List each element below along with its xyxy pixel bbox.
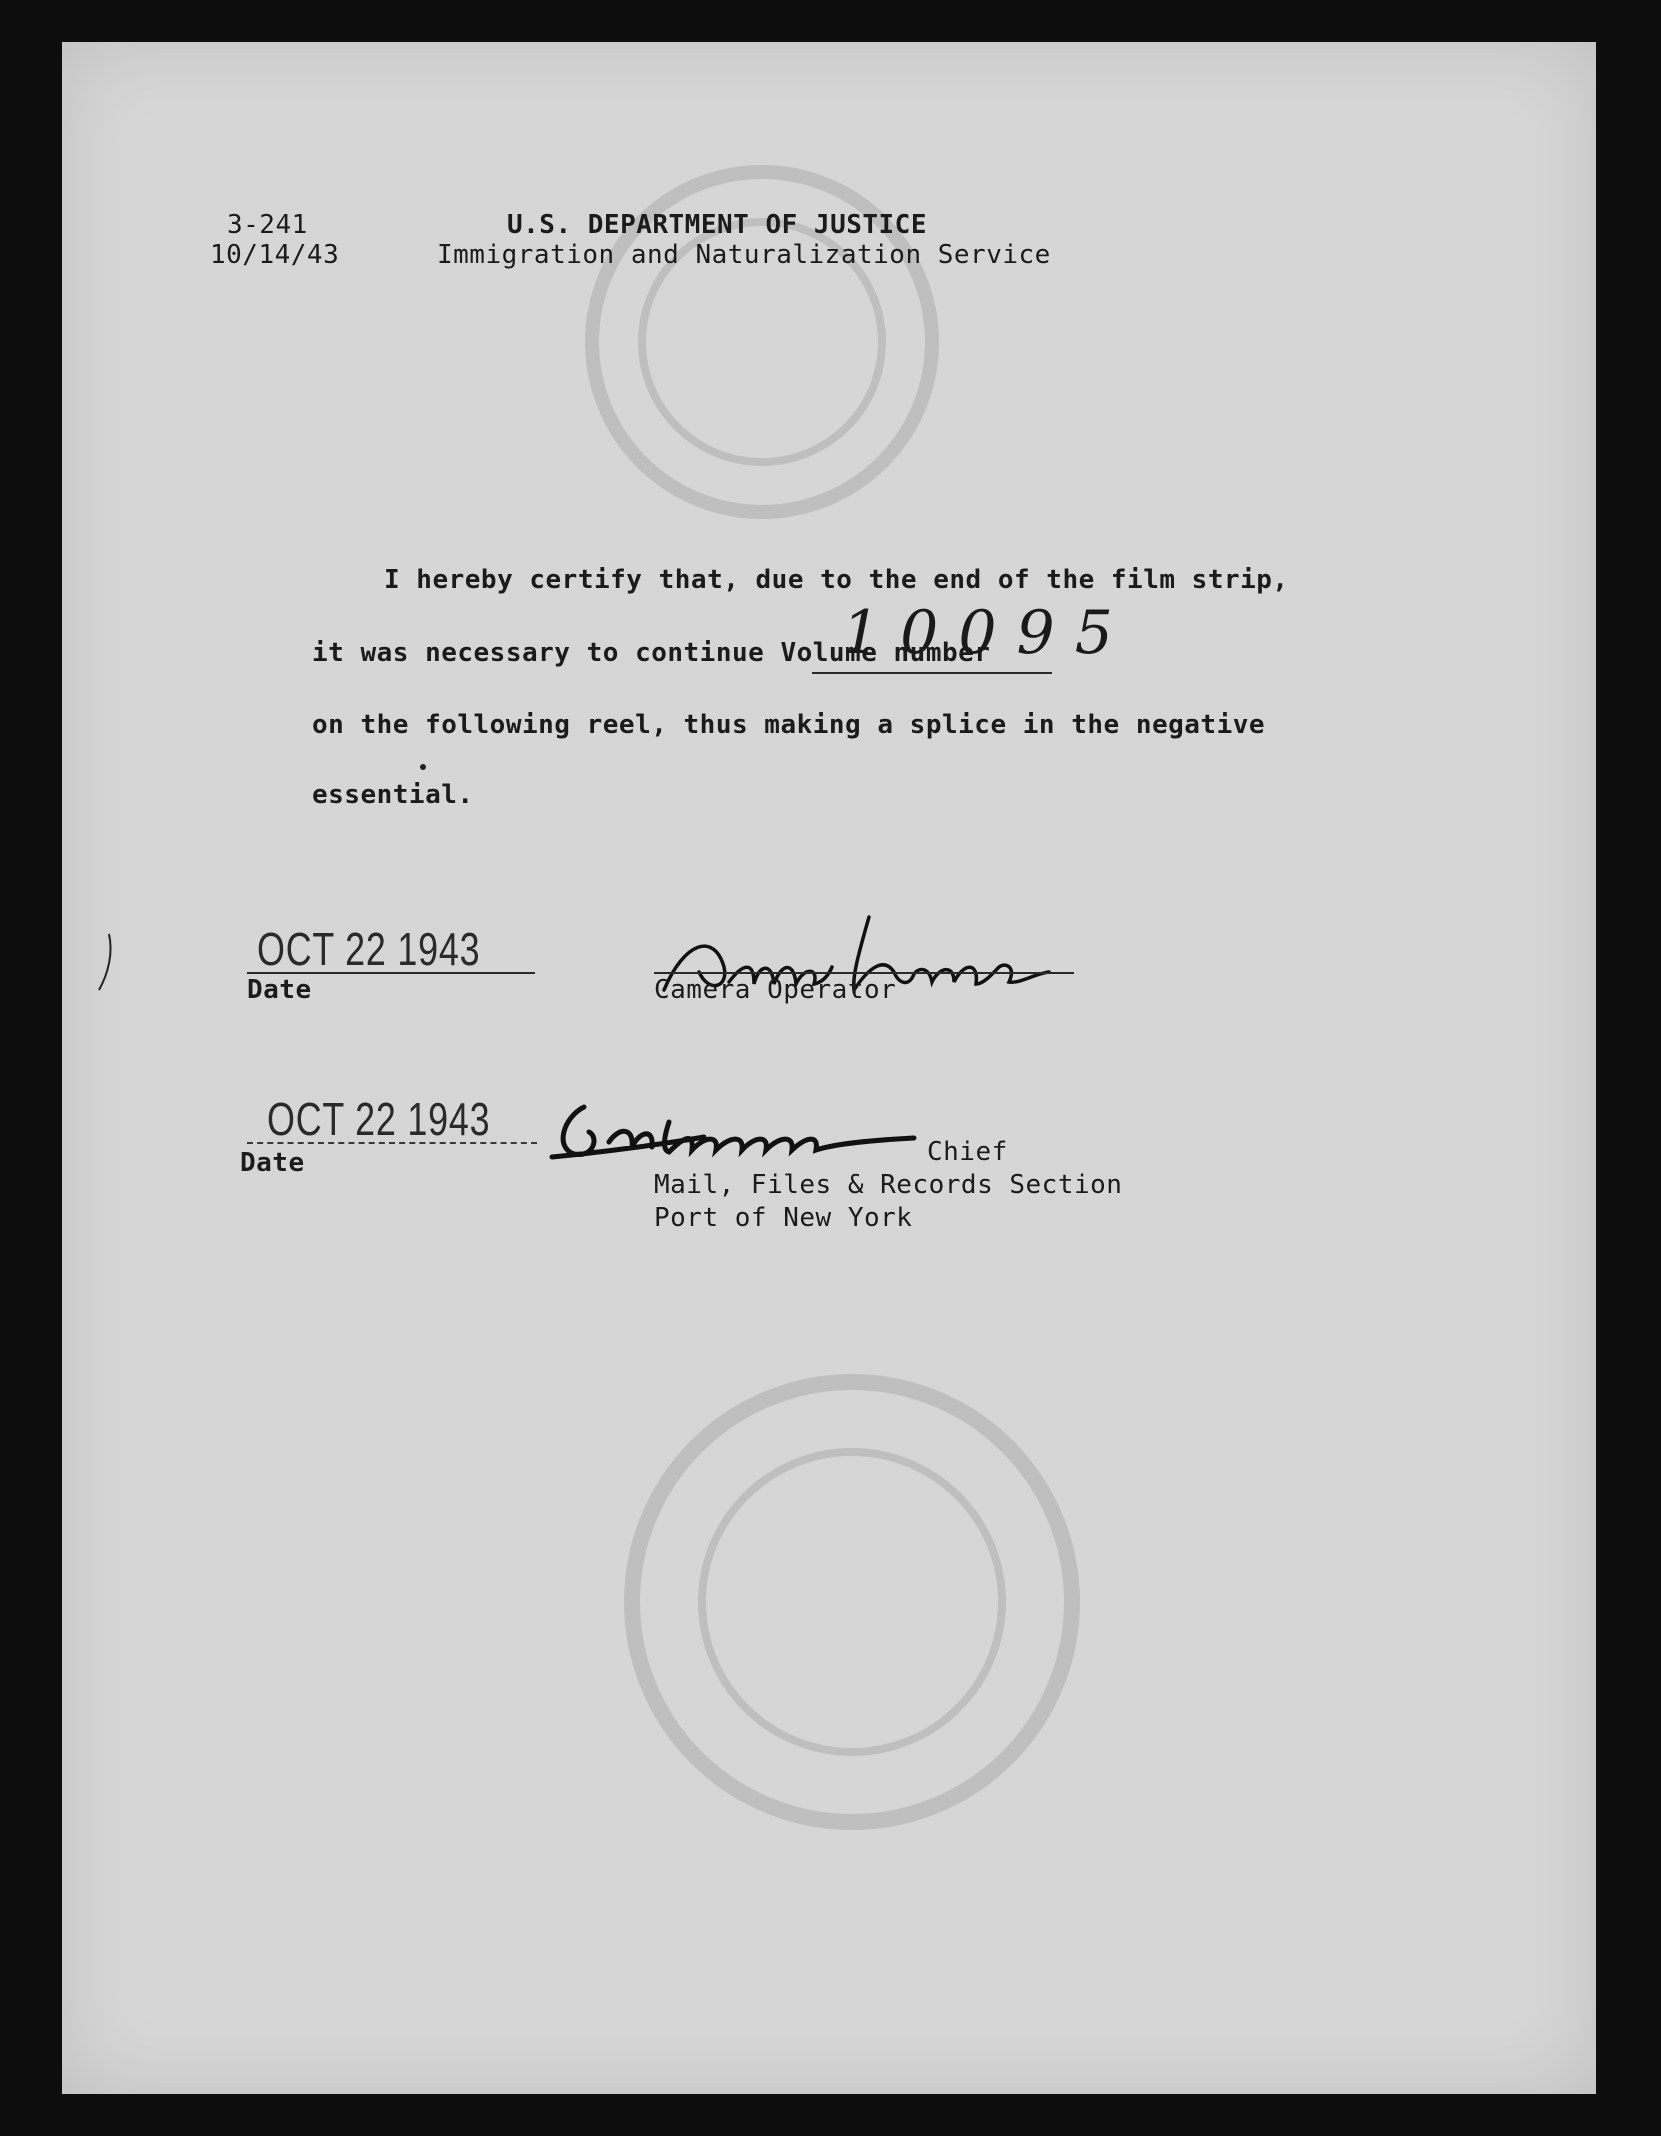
volume-number-value: 10095 [842,598,1133,668]
date-line-2 [247,1142,537,1144]
seal-watermark [62,42,1596,2094]
date-line-1 [247,972,535,974]
camera-operator-line [654,972,1074,974]
camera-operator-label: Camera Operator [654,975,897,1005]
chief-signature [544,1092,924,1172]
port-label: Port of New York [654,1203,913,1233]
certification-line-1: I hereby certify that, due to the end of the film strip, [384,565,1289,595]
date-label-1: Date [247,975,312,1005]
chief-label: Chief [927,1137,1008,1167]
form-date: 10/14/43 [210,240,340,270]
certification-line-2: it was necessary to continue Volume number [312,638,991,668]
date-stamp-2: OCT 22 1943 [267,1093,491,1145]
document-page [62,42,1596,2094]
margin-mark [97,932,117,992]
certification-line-3: on the following reel, thus making a splice in the negative [312,710,1266,740]
section-label: Mail, Files & Records Section [654,1170,1123,1200]
ink-speck [420,764,426,770]
form-number: 3-241 [227,210,308,240]
agency-title: Immigration and Naturalization Service [437,240,1051,270]
date-label-2: Date [240,1148,305,1178]
volume-number-underline [812,672,1052,674]
date-stamp-1: OCT 22 1943 [257,923,481,975]
department-title: U.S. DEPARTMENT OF JUSTICE [507,210,927,240]
certification-line-4: essential. [312,780,474,810]
